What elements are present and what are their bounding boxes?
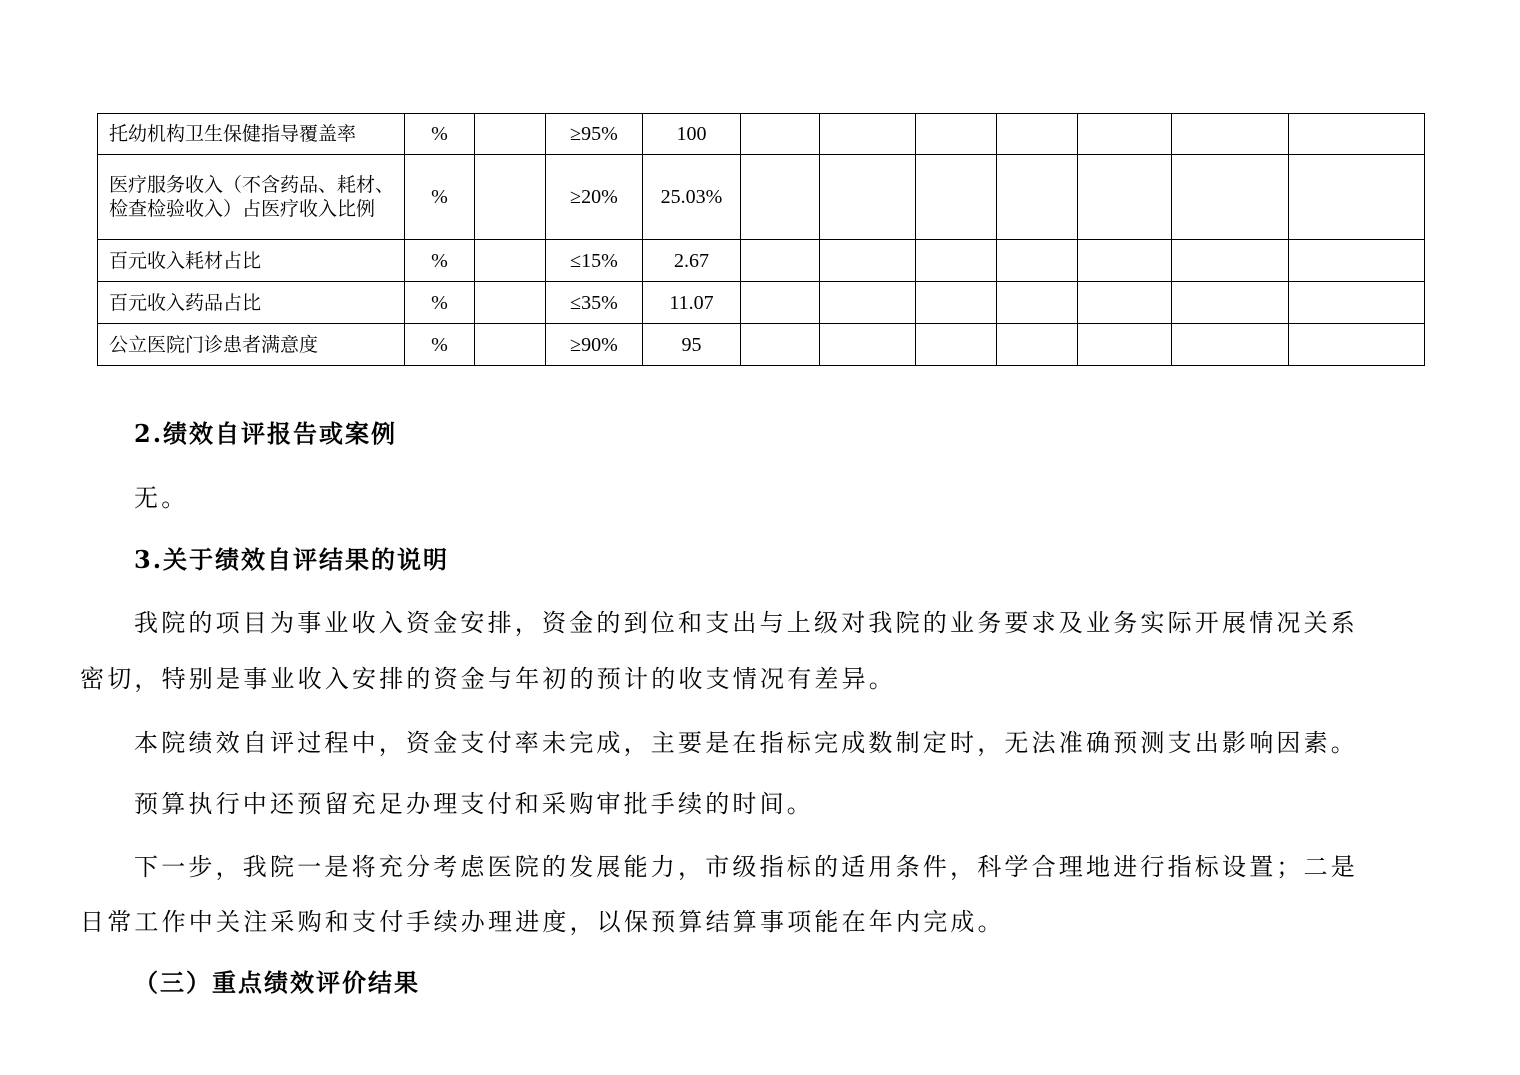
empty-cell [741, 324, 820, 366]
indicator-unit: % [405, 282, 475, 324]
empty-cell [916, 240, 997, 282]
empty-cell [741, 155, 820, 240]
empty-cell [1172, 114, 1289, 155]
empty-cell [741, 240, 820, 282]
paragraph: 本院绩效自评过程中，资金支付率未完成，主要是在指标完成数制定时，无法准确预测支出影响因素。 [134, 729, 1358, 757]
empty-cell [475, 114, 546, 155]
empty-cell [916, 324, 997, 366]
empty-cell [820, 114, 916, 155]
indicator-target: ≥90% [546, 324, 643, 366]
section-heading: 2.绩效自评报告或案例 [134, 419, 398, 448]
empty-cell [1289, 155, 1425, 240]
table-row [98, 114, 1425, 155]
section-heading: （三）重点绩效评价结果 [134, 968, 420, 997]
section-heading: 3.关于绩效自评结果的说明 [134, 545, 450, 574]
indicator-target: ≤15% [546, 240, 643, 282]
paragraph: 我院的项目为事业收入资金安排，资金的到位和支出与上级对我院的业务要求及业务实际开展情况关系 [134, 609, 1358, 637]
paragraph: 日常工作中关注采购和支付手续办理进度，以保预算结算事项能在年内完成。 [80, 908, 1005, 936]
empty-cell [1078, 324, 1172, 366]
empty-cell [1078, 282, 1172, 324]
empty-cell [820, 240, 916, 282]
empty-cell [741, 282, 820, 324]
indicator-unit: % [405, 240, 475, 282]
empty-cell [820, 282, 916, 324]
empty-cell [820, 155, 916, 240]
indicator-actual: 2.67 [643, 240, 741, 282]
empty-cell [916, 282, 997, 324]
empty-cell [1172, 324, 1289, 366]
indicator-actual: 11.07 [643, 282, 741, 324]
table-row [98, 240, 1425, 282]
indicator-name: 百元收入耗材占比 [98, 240, 405, 282]
indicator-target: ≥95% [546, 114, 643, 155]
indicator-actual: 25.03% [643, 155, 741, 240]
empty-cell [820, 324, 916, 366]
empty-cell [475, 240, 546, 282]
empty-cell [1078, 155, 1172, 240]
empty-cell [997, 282, 1078, 324]
paragraph: 下一步，我院一是将充分考虑医院的发展能力，市级指标的适用条件，科学合理地进行指标设置；二是 [134, 853, 1358, 881]
empty-cell [1078, 240, 1172, 282]
empty-cell [916, 155, 997, 240]
empty-cell [997, 324, 1078, 366]
table-row [98, 155, 1425, 240]
empty-cell [1078, 114, 1172, 155]
empty-cell [1172, 240, 1289, 282]
paragraph: 密切，特别是事业收入安排的资金与年初的预计的收支情况有差异。 [80, 665, 896, 693]
indicator-unit: % [405, 324, 475, 366]
table-row [98, 282, 1425, 324]
empty-cell [997, 114, 1078, 155]
empty-cell [997, 155, 1078, 240]
table-row [98, 324, 1425, 366]
empty-cell [741, 114, 820, 155]
empty-cell [1172, 282, 1289, 324]
performance-indicator-table [97, 113, 1425, 366]
indicator-actual: 95 [643, 324, 741, 366]
empty-cell [475, 155, 546, 240]
empty-cell [475, 324, 546, 366]
empty-cell [916, 114, 997, 155]
indicator-name: 托幼机构卫生保健指导覆盖率 [98, 114, 405, 155]
empty-cell [475, 282, 546, 324]
indicator-name: 医疗服务收入（不含药品、耗材、检查检验收入）占医疗收入比例 [98, 155, 405, 240]
paragraph: 无。 [134, 484, 189, 512]
indicator-name: 百元收入药品占比 [98, 282, 405, 324]
empty-cell [1172, 155, 1289, 240]
indicator-target: ≤35% [546, 282, 643, 324]
paragraph: 预算执行中还预留充足办理支付和采购审批手续的时间。 [134, 790, 814, 818]
indicator-unit: % [405, 114, 475, 155]
empty-cell [997, 240, 1078, 282]
empty-cell [1289, 324, 1425, 366]
indicator-name: 公立医院门诊患者满意度 [98, 324, 405, 366]
indicator-actual: 100 [643, 114, 741, 155]
indicator-target: ≥20% [546, 155, 643, 240]
empty-cell [1289, 240, 1425, 282]
indicator-unit: % [405, 155, 475, 240]
empty-cell [1289, 282, 1425, 324]
empty-cell [1289, 114, 1425, 155]
